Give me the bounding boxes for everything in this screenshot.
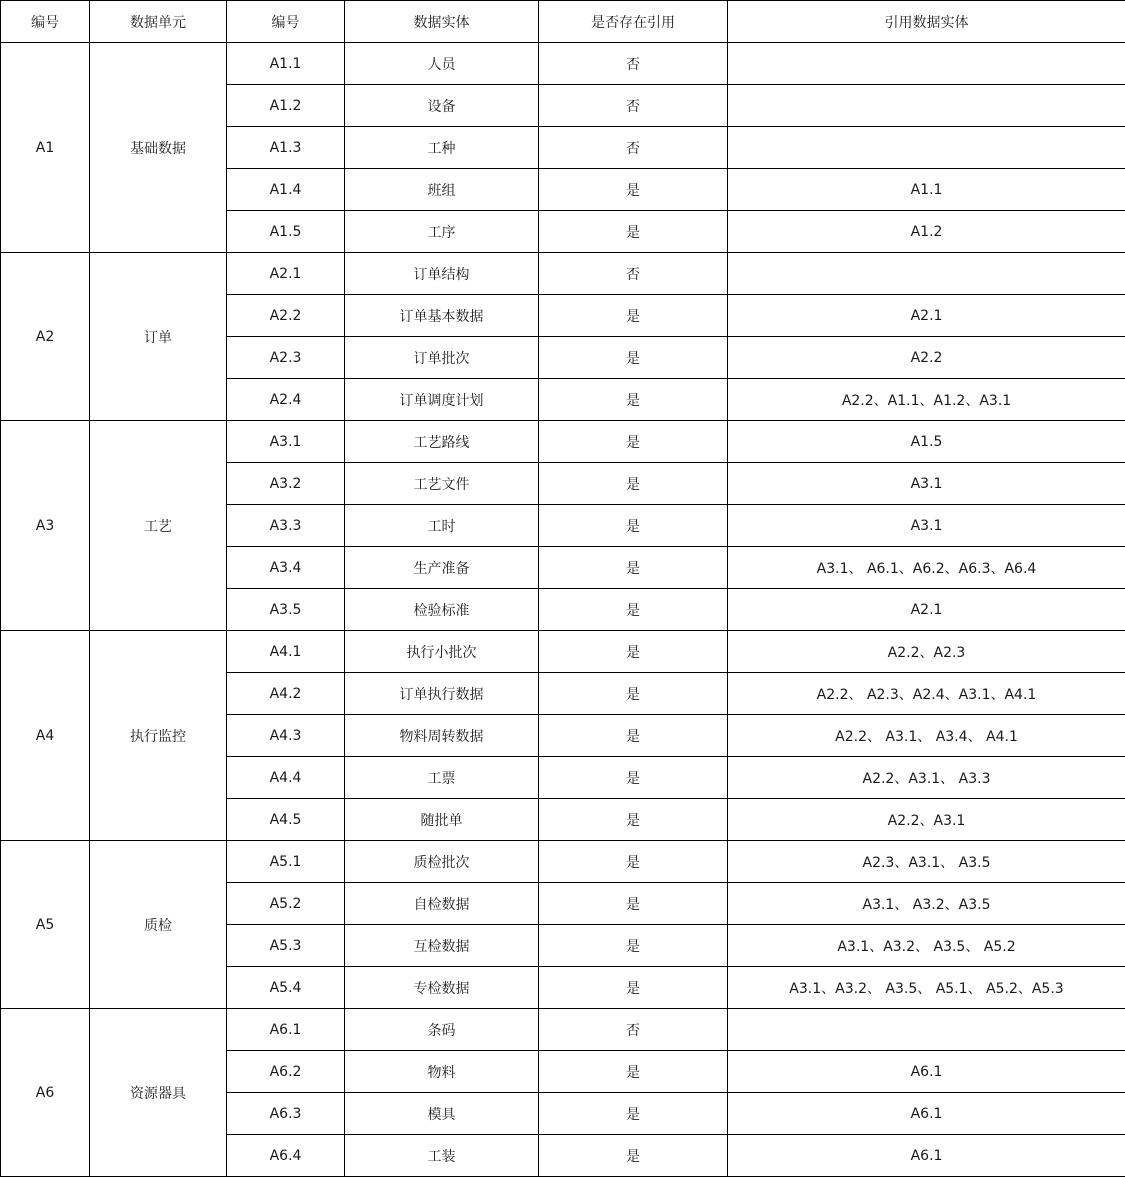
header-has-reference: 是否存在引用 — [539, 1, 728, 43]
entity-id-cell: A2.3 — [227, 337, 345, 379]
has-reference-cell: 是 — [539, 967, 728, 1009]
entity-name-cell: 订单基本数据 — [345, 295, 539, 337]
has-reference-cell: 是 — [539, 925, 728, 967]
entity-name-cell: 互检数据 — [345, 925, 539, 967]
referenced-entities-cell: A6.1 — [728, 1135, 1125, 1177]
referenced-entities-cell: A2.2 — [728, 337, 1125, 379]
referenced-entities-cell: A2.1 — [728, 589, 1125, 631]
entity-name-cell: 设备 — [345, 85, 539, 127]
referenced-entities-cell: A3.1 — [728, 463, 1125, 505]
has-reference-cell: 是 — [539, 841, 728, 883]
entity-name-cell: 质检批次 — [345, 841, 539, 883]
entity-name-cell: 物料周转数据 — [345, 715, 539, 757]
entity-id-cell: A1.3 — [227, 127, 345, 169]
has-reference-cell: 是 — [539, 589, 728, 631]
referenced-entities-cell — [728, 253, 1125, 295]
table-body — [1, 43, 1125, 1177]
entity-name-cell: 工种 — [345, 127, 539, 169]
entity-name-cell: 工艺文件 — [345, 463, 539, 505]
referenced-entities-cell: A2.1 — [728, 295, 1125, 337]
entity-id-cell: A4.2 — [227, 673, 345, 715]
has-reference-cell: 是 — [539, 715, 728, 757]
has-reference-cell: 是 — [539, 421, 728, 463]
header-referenced-entities: 引用数据实体 — [728, 1, 1125, 43]
has-reference-cell: 是 — [539, 799, 728, 841]
unit-name-cell: 基础数据 — [90, 43, 227, 253]
entity-name-cell: 条码 — [345, 1009, 539, 1051]
referenced-entities-cell: A2.2、A1.1、A1.2、A3.1 — [728, 379, 1125, 421]
referenced-entities-cell — [728, 43, 1125, 85]
entity-id-cell: A4.4 — [227, 757, 345, 799]
entity-id-cell: A3.1 — [227, 421, 345, 463]
unit-name-cell: 订单 — [90, 253, 227, 421]
has-reference-cell: 是 — [539, 757, 728, 799]
referenced-entities-cell: A2.2、A3.1 — [728, 799, 1125, 841]
has-reference-cell: 是 — [539, 673, 728, 715]
referenced-entities-cell: A2.2、A2.3 — [728, 631, 1125, 673]
has-reference-cell: 是 — [539, 295, 728, 337]
entity-name-cell: 工时 — [345, 505, 539, 547]
table-row — [1, 631, 1125, 673]
entity-id-cell: A5.1 — [227, 841, 345, 883]
entity-name-cell: 生产准备 — [345, 547, 539, 589]
referenced-entities-cell: A1.1 — [728, 169, 1125, 211]
entity-name-cell: 工序 — [345, 211, 539, 253]
has-reference-cell: 是 — [539, 1093, 728, 1135]
entity-id-cell: A6.1 — [227, 1009, 345, 1051]
unit-id-cell: A4 — [1, 631, 90, 841]
referenced-entities-cell: A1.2 — [728, 211, 1125, 253]
referenced-entities-cell: A3.1 — [728, 505, 1125, 547]
entity-id-cell: A3.4 — [227, 547, 345, 589]
referenced-entities-cell: A3.1、 A3.2、A3.5 — [728, 883, 1125, 925]
entity-name-cell: 工票 — [345, 757, 539, 799]
has-reference-cell: 是 — [539, 337, 728, 379]
has-reference-cell: 是 — [539, 505, 728, 547]
entity-name-cell: 检验标准 — [345, 589, 539, 631]
entity-name-cell: 订单批次 — [345, 337, 539, 379]
unit-name-cell: 工艺 — [90, 421, 227, 631]
table-row — [1, 1009, 1125, 1051]
has-reference-cell: 是 — [539, 1051, 728, 1093]
entity-id-cell: A2.4 — [227, 379, 345, 421]
header-entity-id: 编号 — [227, 1, 345, 43]
entity-id-cell: A5.4 — [227, 967, 345, 1009]
entity-name-cell: 订单结构 — [345, 253, 539, 295]
referenced-entities-cell: A3.1、A3.2、 A3.5、 A5.1、 A5.2、A5.3 — [728, 967, 1125, 1009]
referenced-entities-cell: A2.2、 A2.3、A2.4、A3.1、A4.1 — [728, 673, 1125, 715]
table-row — [1, 253, 1125, 295]
referenced-entities-cell: A2.3、A3.1、 A3.5 — [728, 841, 1125, 883]
has-reference-cell: 否 — [539, 1009, 728, 1051]
header-unit-name: 数据单元 — [90, 1, 227, 43]
entity-name-cell: 人员 — [345, 43, 539, 85]
unit-id-cell: A2 — [1, 253, 90, 421]
has-reference-cell: 是 — [539, 463, 728, 505]
has-reference-cell: 否 — [539, 253, 728, 295]
unit-id-cell: A1 — [1, 43, 90, 253]
entity-id-cell: A5.2 — [227, 883, 345, 925]
entity-id-cell: A1.4 — [227, 169, 345, 211]
has-reference-cell: 否 — [539, 43, 728, 85]
entity-id-cell: A4.3 — [227, 715, 345, 757]
referenced-entities-cell: A6.1 — [728, 1051, 1125, 1093]
entity-id-cell: A3.2 — [227, 463, 345, 505]
referenced-entities-cell: A3.1、 A6.1、A6.2、A6.3、A6.4 — [728, 547, 1125, 589]
entity-name-cell: 订单执行数据 — [345, 673, 539, 715]
entity-name-cell: 自检数据 — [345, 883, 539, 925]
has-reference-cell: 否 — [539, 85, 728, 127]
entity-name-cell: 物料 — [345, 1051, 539, 1093]
entity-name-cell: 执行小批次 — [345, 631, 539, 673]
entity-id-cell: A2.2 — [227, 295, 345, 337]
entity-id-cell: A3.5 — [227, 589, 345, 631]
has-reference-cell: 是 — [539, 631, 728, 673]
entity-id-cell: A6.4 — [227, 1135, 345, 1177]
has-reference-cell: 是 — [539, 1135, 728, 1177]
referenced-entities-cell: A1.5 — [728, 421, 1125, 463]
referenced-entities-cell — [728, 1009, 1125, 1051]
referenced-entities-cell — [728, 127, 1125, 169]
entity-name-cell: 订单调度计划 — [345, 379, 539, 421]
has-reference-cell: 是 — [539, 379, 728, 421]
unit-id-cell: A3 — [1, 421, 90, 631]
unit-name-cell: 资源器具 — [90, 1009, 227, 1177]
has-reference-cell: 是 — [539, 547, 728, 589]
entity-name-cell: 工艺路线 — [345, 421, 539, 463]
referenced-entities-cell — [728, 85, 1125, 127]
entity-id-cell: A4.1 — [227, 631, 345, 673]
entity-id-cell: A6.2 — [227, 1051, 345, 1093]
entity-name-cell: 专检数据 — [345, 967, 539, 1009]
unit-name-cell: 执行监控 — [90, 631, 227, 841]
referenced-entities-cell: A6.1 — [728, 1093, 1125, 1135]
header-row — [1, 1, 1125, 43]
entity-id-cell: A2.1 — [227, 253, 345, 295]
entity-name-cell: 班组 — [345, 169, 539, 211]
referenced-entities-cell: A2.2、A3.1、 A3.3 — [728, 757, 1125, 799]
unit-id-cell: A5 — [1, 841, 90, 1009]
entity-id-cell: A1.1 — [227, 43, 345, 85]
entity-id-cell: A1.2 — [227, 85, 345, 127]
entity-id-cell: A4.5 — [227, 799, 345, 841]
entity-id-cell: A6.3 — [227, 1093, 345, 1135]
entity-name-cell: 模具 — [345, 1093, 539, 1135]
has-reference-cell: 是 — [539, 883, 728, 925]
referenced-entities-cell: A3.1、A3.2、 A3.5、 A5.2 — [728, 925, 1125, 967]
table-row — [1, 841, 1125, 883]
has-reference-cell: 是 — [539, 169, 728, 211]
header-unit-id: 编号 — [1, 1, 90, 43]
table-row — [1, 43, 1125, 85]
unit-name-cell: 质检 — [90, 841, 227, 1009]
header-entity-name: 数据实体 — [345, 1, 539, 43]
entity-id-cell: A1.5 — [227, 211, 345, 253]
has-reference-cell: 是 — [539, 211, 728, 253]
unit-id-cell: A6 — [1, 1009, 90, 1177]
table-row — [1, 421, 1125, 463]
has-reference-cell: 否 — [539, 127, 728, 169]
entity-name-cell: 工装 — [345, 1135, 539, 1177]
entity-id-cell: A3.3 — [227, 505, 345, 547]
entity-name-cell: 随批单 — [345, 799, 539, 841]
entity-id-cell: A5.3 — [227, 925, 345, 967]
referenced-entities-cell: A2.2、 A3.1、 A3.4、 A4.1 — [728, 715, 1125, 757]
